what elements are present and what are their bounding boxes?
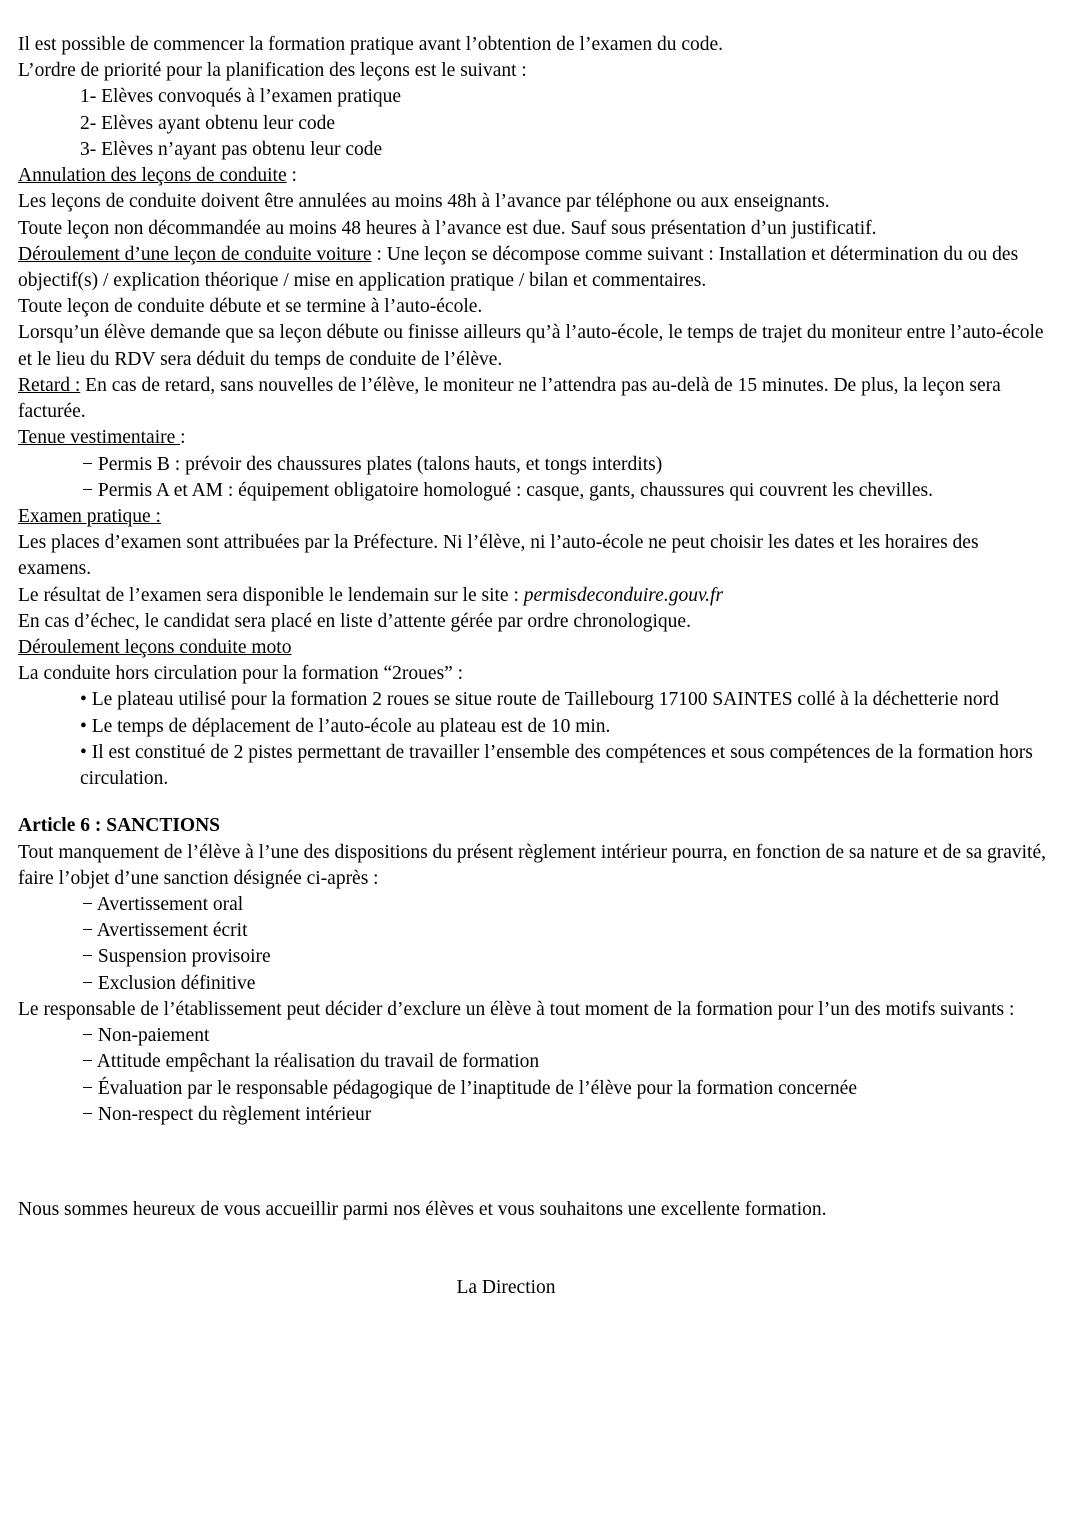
intro-line-1: Il est possible de commencer la formation pratique avant l’obtention de l’examen du code. <box>18 34 724 55</box>
examen-pratique-heading: Examen pratique <box>18 505 156 527</box>
motif-item-2: − Attitude empêchant la réalisation du travail de formation <box>82 1051 540 1073</box>
deroulement-moto-heading-row <box>18 635 1054 661</box>
deroulement-voiture-body: : Une leçon se décompose comme suivant : Installation et détermination du ou des objectif(s) / explication théorique / mise en application pratique / bilan et commentaires. <box>18 243 1019 291</box>
examen-pratique-line-3: En cas d’échec, le candidat sera placé en liste d’attente gérée par ordre chronologique. <box>18 610 691 632</box>
annulation-line-1: Les leçons de conduite doivent être annulées au moins 48h à l’avance par téléphone ou aux enseignants. <box>18 191 830 213</box>
spacer-before-article6 <box>18 792 1054 813</box>
spacer-before-closing <box>18 1128 1054 1176</box>
article6-intro: Tout manquement de l’élève à l’une des dispositions du présent règlement intérieur pourra, en fonction de sa nature et de sa gravité, faire l’objet d’une sanction désignée ci-après : <box>18 841 1046 889</box>
deroulement-moto-bullet-3: • Il est constitué de 2 pistes permettant de travailler l’ensemble des compétences et sous compétences de la formation hors circulation. <box>80 741 1033 790</box>
tenue-heading: Tenue vestimentaire <box>18 427 181 449</box>
motif-item-3: − Évaluation par le responsable pédagogique de l’inaptitude de l’élève pour la formation concernée <box>82 1077 857 1099</box>
annulation-line-2: Toute leçon non décommandée au moins 48 heures à l’avance est due. Sauf sous présentation d’un justificatif. <box>18 217 877 239</box>
intro-line-2: L’ordre de priorité pour la planification des leçons est le suivant : <box>18 60 527 82</box>
deroulement-voiture-heading: Déroulement d’une leçon de conduite voiture <box>18 243 372 265</box>
tenue-item-2: − Permis A et AM : équipement obligatoire homologué : casque, gants, chaussures qui couvrent les chevilles. <box>82 479 933 501</box>
examen-pratique-heading-row <box>18 504 1054 530</box>
annulation-heading-suffix: : <box>286 165 297 187</box>
sanction-item-1: − Avertissement oral <box>82 894 244 915</box>
retard-heading: Retard : <box>18 374 81 396</box>
deroulement-moto-bullet-2: • Le temps de déplacement de l’auto-école au plateau est de 10 min. <box>80 715 611 737</box>
signature-line: La Direction <box>456 1277 556 1299</box>
retard-paragraph <box>18 373 1054 425</box>
sanction-item-2: − Avertissement écrit <box>82 920 248 942</box>
article6-title: Article 6 : SANCTIONS <box>18 815 221 837</box>
tenue-heading-suffix: : <box>180 427 186 449</box>
tenue-heading-row <box>18 425 1054 451</box>
deroulement-moto-bullet-1: • Le plateau utilisé pour la formation 2 roues se situe route de Taillebourg 17100 SAINTES collé à la déchetterie nord <box>80 689 999 711</box>
deroulement-moto-heading: Déroulement leçons conduite moto <box>18 637 292 659</box>
examen-pratique-heading-suffix: : <box>155 505 161 527</box>
deroulement-voiture-line-2: Toute leçon de conduite débute et se termine à l’auto-école. <box>18 296 483 318</box>
examen-pratique-line-2-prefix: Le résultat de l’examen sera disponible le lendemain sur le site : <box>18 584 524 606</box>
retard-body: En cas de retard, sans nouvelles de l’élève, le moniteur ne l’attendra pas au-delà de 15 minutes. De plus, la leçon sera facturée. <box>18 374 1001 423</box>
spacer-before-closing-2 <box>18 1176 1054 1197</box>
examen-pratique-line-2 <box>18 583 1054 609</box>
tenue-item-1: − Permis B : prévoir des chaussures plates (talons hauts, et tongs interdits) <box>82 453 663 475</box>
deroulement-moto-intro: La conduite hors circulation pour la formation “2roues” : <box>18 663 464 685</box>
priority-item-1: 1- Elèves convoqués à l’examen pratique <box>80 86 402 108</box>
closing-welcome: Nous sommes heureux de vous accueillir parmi nos élèves et vous souhaitons une excellente formation. <box>18 1198 827 1220</box>
priority-item-2: 2- Elèves ayant obtenu leur code <box>80 112 336 134</box>
sanction-item-3: − Suspension provisoire <box>82 946 271 968</box>
deroulement-voiture-paragraph <box>18 242 1054 294</box>
annulation-heading-row <box>18 163 1054 189</box>
priority-item-3: 3- Elèves n’ayant pas obtenu leur code <box>80 138 383 160</box>
examen-pratique-line-1: Les places d’examen sont attribuées par la Préfecture. Ni l’élève, ni l’auto-école ne peut choisir les dates et les horaires des examens. <box>18 532 979 580</box>
motif-item-4: − Non-respect du règlement intérieur <box>82 1103 372 1125</box>
exclusion-intro: Le responsable de l’établissement peut décider d’exclure un élève à tout moment de la formation pour l’un des motifs suivants : <box>18 998 1015 1020</box>
deroulement-voiture-line-3: Lorsqu’un élève demande que sa leçon débute ou finisse ailleurs qu’à l’auto-école, le temps de trajet du moniteur entre l’auto-école et le lieu du RDV sera déduit du temps de conduite de l’élève. <box>18 322 1044 370</box>
sanction-item-4: − Exclusion définitive <box>82 972 256 994</box>
permis-site-link[interactable]: permisdeconduire.gouv.fr <box>523 584 724 606</box>
motif-item-1: − Non-paiement <box>82 1025 210 1047</box>
annulation-heading: Annulation des leçons de conduite <box>18 165 287 187</box>
